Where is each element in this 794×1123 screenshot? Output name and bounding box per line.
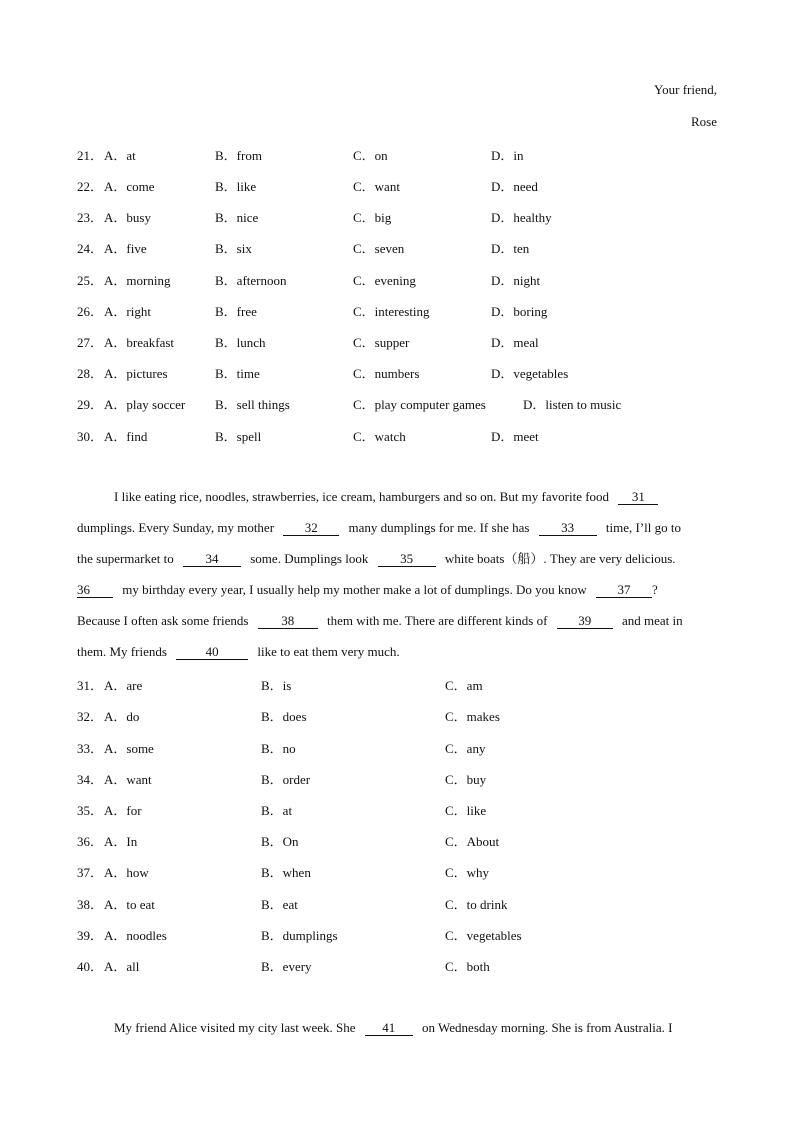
option-d: D．meet: [491, 429, 539, 444]
question-number: 24．: [77, 241, 104, 256]
passage-line: [114, 1012, 672, 1043]
option-c: C．makes: [445, 709, 500, 724]
question-number: 30．: [77, 429, 104, 444]
option-c: C．any: [445, 741, 486, 756]
option-d: D．meal: [491, 335, 539, 350]
option-c: C．evening: [353, 273, 416, 288]
option-a: A．pictures: [104, 366, 168, 381]
passage-text: them. My friends: [77, 644, 167, 659]
passage-text: time, I’ll go to: [605, 520, 682, 535]
option-d: D．in: [491, 148, 524, 163]
blank-36: 36: [77, 583, 113, 598]
option-a: A．do: [104, 709, 140, 724]
passage-text: some. Dumplings look: [250, 551, 369, 566]
option-b: B．dumplings: [261, 928, 338, 943]
option-a: A．morning: [104, 273, 171, 288]
blank-34: 34: [183, 552, 241, 567]
passage-text: and meat in: [621, 613, 683, 628]
option-b: B．free: [215, 304, 257, 319]
option-c: C．supper: [353, 335, 410, 350]
option-c: C．play computer games: [353, 397, 486, 412]
question-number: 29．: [77, 397, 104, 412]
option-b: B．sell things: [215, 397, 290, 412]
option-b: B．no: [261, 741, 296, 756]
option-c: C．vegetables: [445, 928, 522, 943]
cloze-passage-41: [77, 1012, 717, 1052]
option-d: D．night: [491, 273, 541, 288]
blank-39: 39: [557, 614, 613, 629]
question-number: 33．: [77, 741, 104, 756]
option-a: A．find: [104, 429, 148, 444]
option-b: B．On: [261, 834, 299, 849]
option-b: B．at: [261, 803, 293, 818]
option-a: A．want: [104, 772, 152, 787]
option-a: A．for: [104, 803, 142, 818]
question-number: 28．: [77, 366, 104, 381]
option-c: C．want: [353, 179, 400, 194]
option-b: B．like: [215, 179, 257, 194]
letter-signature: Rose: [691, 114, 717, 129]
option-b: B．order: [261, 772, 311, 787]
option-c: C．interesting: [353, 304, 430, 319]
question-number: 36．: [77, 834, 104, 849]
passage-text: ?: [652, 582, 658, 597]
option-b: B．does: [261, 709, 307, 724]
option-c: C．am: [445, 678, 483, 693]
option-a: A．come: [104, 179, 155, 194]
option-c: C．both: [445, 959, 490, 974]
option-a: A．some: [104, 741, 154, 756]
option-b: B．afternoon: [215, 273, 287, 288]
option-d: D．vegetables: [491, 366, 569, 381]
passage-line: [114, 481, 658, 512]
option-b: B．every: [261, 959, 312, 974]
option-d: D．need: [491, 179, 538, 194]
option-b: B．is: [261, 678, 292, 693]
option-b: B．lunch: [215, 335, 266, 350]
option-c: C．About: [445, 834, 500, 849]
question-number: 40．: [77, 959, 104, 974]
blank-41: 41: [365, 1021, 413, 1036]
passage-text: Because I often ask some friends: [77, 613, 249, 628]
blank-31: 31: [618, 490, 658, 505]
question-number: 22．: [77, 179, 104, 194]
option-c: C．watch: [353, 429, 406, 444]
blank-35: 35: [378, 552, 436, 567]
option-c: C．buy: [445, 772, 487, 787]
blank-33: 33: [539, 521, 597, 536]
question-number: 32．: [77, 709, 104, 724]
option-c: C．like: [445, 803, 487, 818]
blank-40: 40: [176, 645, 248, 660]
question-number: 25．: [77, 273, 104, 288]
passage-text: like to eat them very much.: [257, 644, 400, 659]
blank-38: 38: [258, 614, 318, 629]
option-c: C．to drink: [445, 897, 508, 912]
option-b: B．eat: [261, 897, 298, 912]
option-b: B．when: [261, 865, 311, 880]
option-d: D．boring: [491, 304, 548, 319]
option-a: A．busy: [104, 210, 151, 225]
passage-line: [77, 605, 683, 636]
passage-text: I like eating rice, noodles, strawberries, ice cream, hamburgers and so on. But my favorite food: [114, 489, 610, 504]
passage-line: [77, 636, 400, 667]
option-a: A．right: [104, 304, 151, 319]
option-b: B．nice: [215, 210, 259, 225]
passage-text: the supermarket to: [77, 551, 174, 566]
option-b: B．spell: [215, 429, 262, 444]
passage-text: many dumplings for me. If she has: [348, 520, 530, 535]
option-a: A．at: [104, 148, 136, 163]
question-number: 23．: [77, 210, 104, 225]
option-c: C．numbers: [353, 366, 420, 381]
passage-line: [77, 512, 681, 543]
option-c: C．why: [445, 865, 490, 880]
option-c: C．seven: [353, 241, 405, 256]
blank-32: 32: [283, 521, 339, 536]
question-number: 37．: [77, 865, 104, 880]
option-a: A．In: [104, 834, 138, 849]
option-d: D．healthy: [491, 210, 552, 225]
option-a: A．five: [104, 241, 147, 256]
passage-text: my birthday every year, I usually help my mother make a lot of dumplings. Do you know: [122, 582, 587, 597]
blank-37: 37: [596, 583, 652, 598]
option-d: D．listen to music: [523, 397, 622, 412]
question-number: 26．: [77, 304, 104, 319]
cloze-passage-31-40: [77, 481, 717, 671]
passage-line: [77, 574, 658, 605]
passage-text: them with me. There are different kinds of: [326, 613, 548, 628]
option-b: B．six: [215, 241, 252, 256]
option-c: C．on: [353, 148, 388, 163]
option-a: A．breakfast: [104, 335, 175, 350]
option-a: A．play soccer: [104, 397, 186, 412]
passage-text: My friend Alice visited my city last week. She: [114, 1020, 356, 1035]
option-d: D．ten: [491, 241, 530, 256]
option-b: B．time: [215, 366, 260, 381]
option-a: A．all: [104, 959, 140, 974]
question-number: 38．: [77, 897, 104, 912]
option-a: A．noodles: [104, 928, 167, 943]
question-number: 39．: [77, 928, 104, 943]
passage-line: [77, 543, 676, 574]
question-number: 34．: [77, 772, 104, 787]
option-a: A．how: [104, 865, 149, 880]
letter-closing: Your friend,: [654, 82, 717, 97]
question-number: 27．: [77, 335, 104, 350]
option-a: A．to eat: [104, 897, 155, 912]
question-number: 35．: [77, 803, 104, 818]
option-a: A．are: [104, 678, 143, 693]
option-c: C．big: [353, 210, 392, 225]
question-number: 31．: [77, 678, 104, 693]
passage-text: on Wednesday morning. She is from Australia. I: [422, 1020, 673, 1035]
option-b: B．from: [215, 148, 262, 163]
passage-text: white boats（船）. They are very delicious.: [444, 551, 676, 566]
question-number: 21．: [77, 148, 104, 163]
passage-text: dumplings. Every Sunday, my mother: [77, 520, 275, 535]
